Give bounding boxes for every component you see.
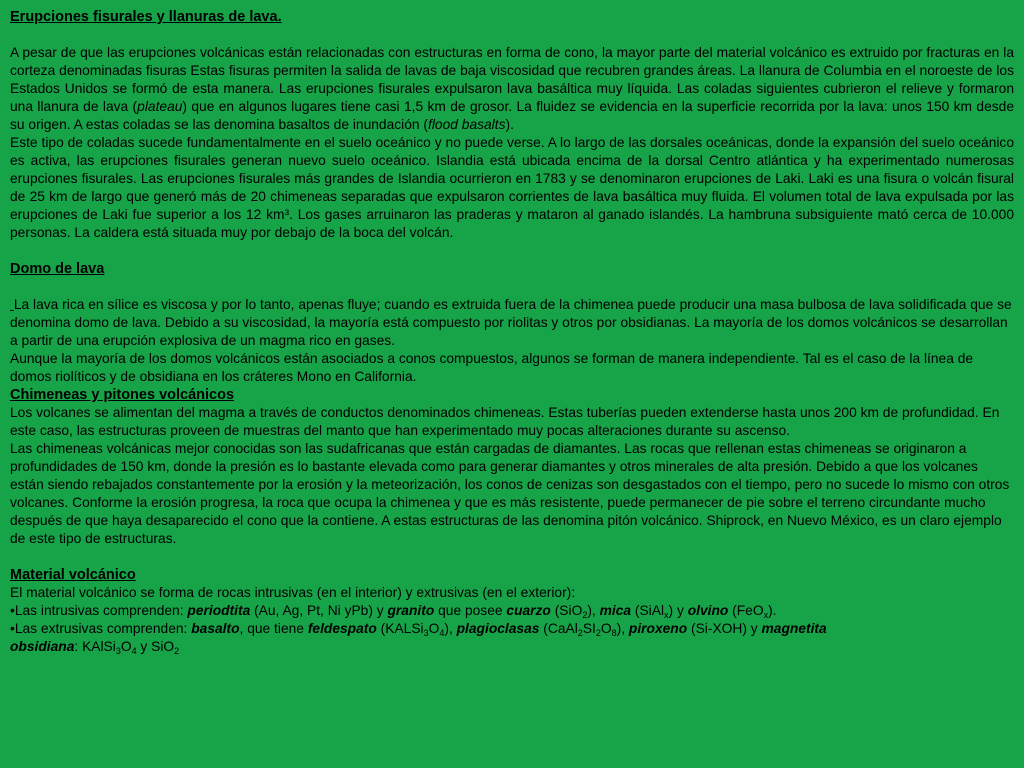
spacer — [10, 242, 1014, 260]
paragraph-chimeneas-2: Las chimeneas volcánicas mejor conocidas son las sudafricanas que están cargadas de diamantes. Las rocas que rellenan estas chimeneas se originaron a profundidades de 150 km, donde la presión es lo bastante elevada como para generar diamantes y otros minerales de alta presión. Debido a que los volcanes están siendo rebajados constantemente por la erosión y la meteorización, los conos de cenizas son desgastados con el tiempo, pero no sucede lo mismo con otros volcanes. Conforme la erosión progresa, la roca que ocupa la chimenea y que es más resistente, puede permanecer de pie sobre el terreno circundante mucho después de que haya desaparecido el cono que la contiene. A estas estructuras de las denomina pitón volcánico. Shiprock, en Nuevo México, es un claro ejemplo de este tipo de estructuras. — [10, 441, 1010, 546]
list-item-extrusivas — [10, 620, 1014, 656]
text-run: ) que en algunos lugares tiene casi 1,5 km de grosor. La fluidez se evidencia en la superficie recorrida por la lava: unos 150 km desde su origen. A estas coladas se las denomina basaltos de inundación ( — [10, 99, 1015, 132]
section-title-material-volcanico: Material volcánico — [10, 567, 136, 583]
text-run: que posee — [434, 603, 507, 618]
text-run: ), — [444, 621, 457, 636]
italic-term-plateau: plateau — [137, 99, 183, 114]
text-run: (Si-XOH) y — [687, 621, 762, 636]
spacer — [10, 26, 1014, 44]
term-magnetita: magnetita — [761, 621, 827, 636]
term-basalto: basalto — [191, 621, 240, 636]
subscript: 2 — [577, 628, 583, 638]
text-run: ) y — [668, 603, 688, 618]
subscript: 3 — [423, 628, 429, 638]
term-periodtita: periodtita — [187, 603, 251, 618]
text-run: •Las intrusivas comprenden: — [10, 603, 188, 618]
term-olvino: olvino — [687, 603, 729, 618]
section-title-chimeneas: Chimeneas y pitones volcánicos — [10, 387, 235, 403]
term-piroxeno: piroxeno — [628, 621, 688, 636]
subscript: 4 — [131, 646, 137, 656]
paragraph-domo-1 — [10, 296, 1014, 350]
text-run: A pesar de que las erupciones volcánicas están relacionadas con estructuras en forma de cono, la mayor parte del material volcánico es extruido por fracturas en la corteza denominadas fisuras Estas fisuras permiten la salida de lavas de baja viscosidad que recubren grandes áreas. La llanura de Columbia en el noroeste de los Estados Unidos se formó de esta manera. Las erupciones fisurales expulsaron lava basáltica muy líquida. Las coladas siguientes cubrieron el relieve y formaron una llanura de lava ( — [10, 45, 1014, 114]
text-run: ). — [768, 603, 777, 618]
subscript: 8 — [611, 628, 617, 638]
paragraph-fisuras — [10, 44, 1014, 134]
text-run: (SiO — [550, 603, 583, 618]
text-run: La lava rica en sílice es viscosa y por lo tanto, apenas fluye; cuando es extruida fuera de la chimenea puede producir una masa bulbosa de lava solidificada que se denomina domo de lava. Debido a su viscosidad, la mayoría está compuesto por riolitas y otros por obsidianas. La mayoría de los domos volcánicos se desarrollan a partir de una erupción explosiva de un magma rico en gases. — [10, 297, 1012, 348]
subscript: 3 — [115, 646, 121, 656]
text-run: SI — [582, 621, 596, 636]
text-run: ), — [616, 621, 629, 636]
text-run: O — [120, 639, 132, 654]
subscript: x — [763, 610, 769, 620]
text-run: ). — [505, 117, 514, 132]
subscript: 2 — [595, 628, 601, 638]
subscript: 2 — [174, 646, 180, 656]
term-cuarzo: cuarzo — [506, 603, 551, 618]
text-run: : KAlSi — [74, 639, 116, 654]
subscript: 2 — [582, 610, 588, 620]
spacer — [10, 548, 1014, 566]
text-run: , que tiene — [239, 621, 308, 636]
paragraph-chimeneas-1: Los volcanes se alimentan del magma a través de conductos denominados chimeneas. Estas tuberías pueden extenderse hasta unos 200 km de profundidad. En este caso, las estructuras proveen de muestras del manto que han experimentado muy pocas alteraciones durante su ascenso. — [10, 405, 1000, 438]
text-run: (CaAl — [539, 621, 578, 636]
text-run: O — [600, 621, 612, 636]
term-obsidiana: obsidiana — [10, 639, 75, 654]
list-item-intrusivas — [10, 602, 1014, 620]
term-feldespato: feldespato — [307, 621, 377, 636]
spacer — [10, 278, 1014, 296]
term-mica: mica — [599, 603, 632, 618]
section-title-domo-de-lava: Domo de lava — [10, 261, 105, 277]
text-run: O — [428, 621, 440, 636]
text-run: •Las extrusivas comprenden: — [10, 621, 192, 636]
paragraph-laki: Este tipo de coladas sucede fundamentalmente en el suelo oceánico y no puede verse. A lo largo de las dorsales oceánicas, donde la expansión del suelo oceánico es activa, las erupciones fisurales generan nuevo suelo oceánico. Islandia está ubicada encima de la dorsal Centro atlántica y ha experimentado numerosas erupciones fisurales. Las erupciones fisurales más grandes de Islandia ocurrieron en 1783 y se denominaron erupciones de Laki. Laki es una fisura o volcán fisural de 25 km de largo que generó más de 20 chimeneas separadas que expulsaron corrientes de lava basáltica muy fluida. El volumen total de lava expulsada por las erupciones de Laki fue superior a los 12 km³. Los gases arruinaron las praderas y mataron al ganado islandés. La hambruna subsiguiente mató cerca de 10.000 personas. La caldera está situada muy por debajo de la boca del volcán. — [10, 135, 1014, 240]
text-run: ), — [587, 603, 600, 618]
text-run: y SiO — [136, 639, 175, 654]
text-run: (Au, Ag, Pt, Ni yPb) y — [250, 603, 388, 618]
text-run: (FeO — [728, 603, 764, 618]
section-title-erupciones-fisurales: Erupciones fisurales y llanuras de lava. — [10, 9, 282, 25]
italic-term-flood-basalts: flood basalts — [428, 117, 506, 132]
text-run: (KALSi — [376, 621, 424, 636]
text-run: (SiAl — [631, 603, 665, 618]
subscript: 4 — [439, 628, 445, 638]
subscript: x — [664, 610, 669, 620]
paragraph-domo-2: Aunque la mayoría de los domos volcánicos están asociados a conos compuestos, algunos se forman de manera independiente. Tal es el caso de la línea de domos riolíticos y de obsidiana en los cráteres Mono en California. — [10, 351, 974, 384]
term-granito: granito — [387, 603, 435, 618]
paragraph-material-intro: El material volcánico se forma de rocas intrusivas (en el interior) y extrusivas (en el exterior): — [10, 585, 576, 600]
term-plagioclasas: plagioclasas — [456, 621, 540, 636]
